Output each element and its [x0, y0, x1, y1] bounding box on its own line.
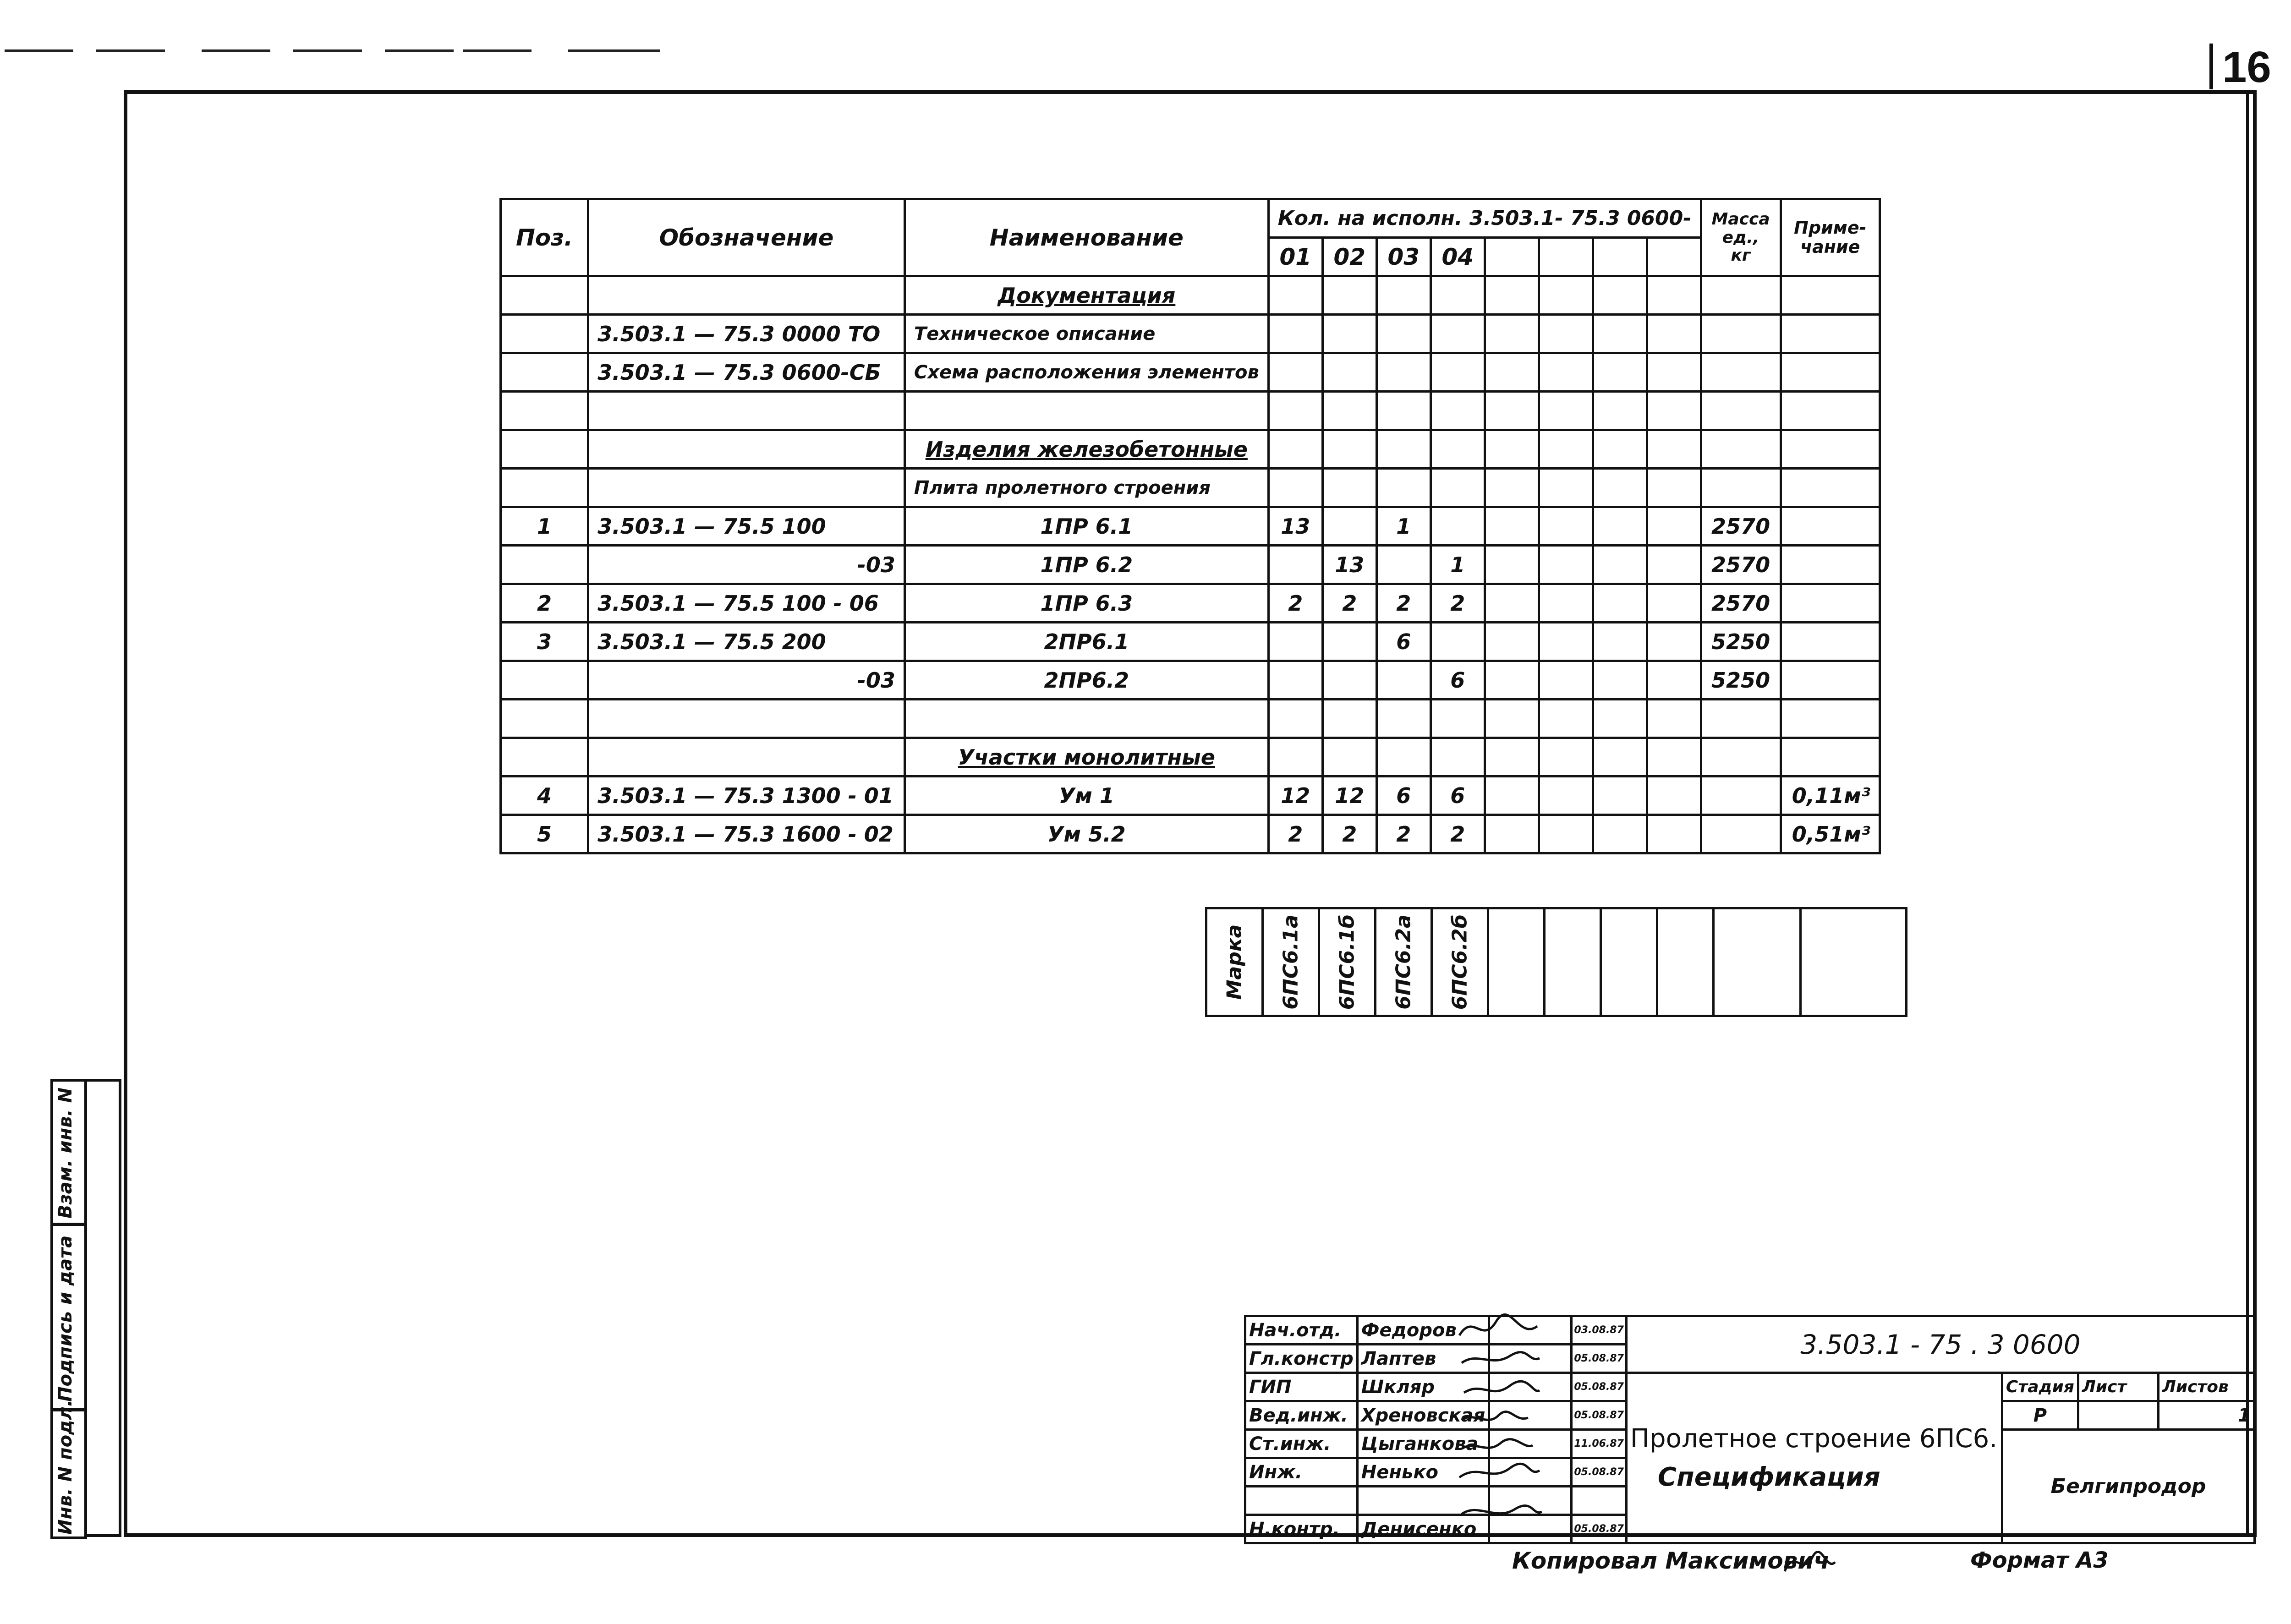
sig-name: Денисенко	[1357, 1515, 1489, 1543]
spec-qty	[1431, 353, 1485, 392]
doc-title-line1: Пролетное строение 6ПС6.	[1630, 1423, 1998, 1454]
spec-qty	[1268, 469, 1322, 507]
spec-qty-empty	[1539, 353, 1593, 392]
spec-name: 2ПР6.1	[904, 623, 1268, 661]
spec-note	[1781, 584, 1880, 623]
spec-qty-empty	[1485, 276, 1539, 315]
spec-qty-empty	[1647, 700, 1701, 738]
copier-signature	[1780, 1544, 1840, 1580]
sig-name: Лаптев	[1357, 1345, 1489, 1373]
spec-qty-empty	[1593, 584, 1647, 623]
header-name: Наименование	[904, 199, 1268, 276]
spec-row	[501, 661, 1880, 700]
marka-cell	[1488, 908, 1545, 1016]
spec-qty-empty	[1593, 776, 1647, 815]
spec-qty	[1268, 661, 1322, 700]
spec-qty: 6	[1376, 776, 1431, 815]
spec-qty-empty	[1485, 815, 1539, 853]
spec-name	[904, 700, 1268, 738]
spec-note: 0,51м³	[1781, 815, 1880, 853]
spec-qty-empty	[1485, 700, 1539, 738]
spec-row	[501, 776, 1880, 815]
spec-row	[501, 584, 1880, 623]
spec-pos	[501, 469, 588, 507]
spec-mass: 5250	[1701, 623, 1781, 661]
spec-qty	[1268, 700, 1322, 738]
spec-designation	[588, 315, 905, 353]
spec-mass	[1701, 700, 1781, 738]
spec-designation	[588, 815, 905, 853]
spec-designation	[588, 700, 905, 738]
marka-cell	[1545, 908, 1601, 1016]
spec-qty: 2	[1322, 584, 1376, 623]
sig-date: 03.08.87	[1572, 1316, 1627, 1345]
marka-cell	[1432, 908, 1488, 1016]
spec-qty-empty	[1647, 276, 1701, 315]
sig-date: 05.08.87	[1572, 1515, 1627, 1543]
spec-row	[501, 469, 1880, 507]
spec-note	[1781, 623, 1880, 661]
header-mass: Масса ед., кг	[1701, 199, 1781, 276]
spec-qty: 2	[1268, 584, 1322, 623]
spec-mass	[1701, 738, 1781, 776]
spec-qty-empty	[1485, 738, 1539, 776]
spec-qty-empty	[1485, 315, 1539, 353]
spec-pos: 3	[501, 623, 588, 661]
spec-qty	[1376, 738, 1431, 776]
spec-mass	[1701, 315, 1781, 353]
designation-suffix: -03	[857, 552, 895, 577]
spec-pos	[501, 315, 588, 353]
sig-date: 11.06.87	[1572, 1430, 1627, 1458]
spec-qty-empty	[1593, 546, 1647, 584]
spec-designation	[588, 392, 905, 430]
spec-qty-empty	[1647, 315, 1701, 353]
spec-qty-empty	[1647, 353, 1701, 392]
marka-cell	[1601, 908, 1657, 1016]
spec-qty	[1376, 661, 1431, 700]
sig-date: 05.08.87	[1572, 1345, 1627, 1373]
header-qty-03: 03	[1376, 238, 1431, 276]
spec-qty-empty	[1593, 469, 1647, 507]
spec-name: Изделия железобетонные	[904, 430, 1268, 469]
spec-qty-empty	[1647, 507, 1701, 546]
spec-note	[1781, 469, 1880, 507]
spec-name: 1ПР 6.3	[904, 584, 1268, 623]
spec-qty-empty	[1647, 776, 1701, 815]
spec-qty-empty	[1485, 584, 1539, 623]
spec-mass	[1701, 276, 1781, 315]
designation-text: 3.503.1 — 75.3 1300 - 01	[597, 783, 893, 808]
spec-pos: 1	[501, 507, 588, 546]
sig-role: Нач.отд.	[1245, 1316, 1358, 1345]
header-qty-group: Кол. на исполн. 3.503.1- 75.3 0600-	[1268, 199, 1701, 238]
format-label: Формат А3	[1970, 1547, 2109, 1573]
spec-qty-empty	[1539, 623, 1593, 661]
spec-qty-empty	[1539, 430, 1593, 469]
spec-pos	[501, 353, 588, 392]
side-stamp-strip	[85, 1079, 121, 1537]
spec-qty	[1268, 392, 1322, 430]
spec-note	[1781, 276, 1880, 315]
designation-text: 3.503.1 — 75.3 1600 - 02	[597, 821, 893, 847]
spec-row	[501, 353, 1880, 392]
spec-mass	[1701, 815, 1781, 853]
spec-qty-empty	[1539, 815, 1593, 853]
spec-qty-empty	[1647, 661, 1701, 700]
spec-qty: 12	[1322, 776, 1376, 815]
spec-qty	[1376, 276, 1431, 315]
designation-text: 3.503.1 — 75.3 0600-СБ	[597, 360, 881, 385]
spec-qty-empty	[1647, 469, 1701, 507]
spec-qty	[1431, 276, 1485, 315]
spec-note	[1781, 353, 1880, 392]
sig-role	[1245, 1487, 1358, 1515]
spec-name: Схема расположения элементов	[904, 353, 1268, 392]
spec-qty-empty	[1647, 392, 1701, 430]
doc-title-line2: Спецификация	[1657, 1462, 1880, 1492]
stage-label: Стадия	[2002, 1373, 2078, 1401]
spec-note	[1781, 661, 1880, 700]
spec-qty	[1322, 430, 1376, 469]
spec-row	[501, 700, 1880, 738]
copied-by: Копировал Максимович	[1512, 1547, 1830, 1574]
spec-qty	[1431, 738, 1485, 776]
spec-qty	[1376, 700, 1431, 738]
header-qty-empty	[1485, 238, 1539, 276]
sig-date: 05.08.87	[1572, 1373, 1627, 1401]
spec-qty: 6	[1431, 776, 1485, 815]
spec-note: 0,11м³	[1781, 776, 1880, 815]
spec-mass	[1701, 469, 1781, 507]
spec-pos	[501, 661, 588, 700]
spec-row	[501, 623, 1880, 661]
spec-qty-empty	[1593, 392, 1647, 430]
spec-qty-empty	[1593, 738, 1647, 776]
sig-role: Инж.	[1245, 1458, 1358, 1487]
spec-qty: 2	[1431, 815, 1485, 853]
spec-qty-empty	[1539, 584, 1593, 623]
sig-name: Ненько	[1357, 1458, 1489, 1487]
spec-qty	[1376, 430, 1431, 469]
spec-qty-empty	[1593, 315, 1647, 353]
specification-table	[499, 198, 1881, 854]
spec-qty	[1322, 276, 1376, 315]
marka-cell	[1263, 908, 1319, 1016]
side-label-inv: Инв. N подл.	[55, 1400, 76, 1535]
spec-qty-empty	[1539, 661, 1593, 700]
marka-value: 6ПС6.1б	[1335, 914, 1359, 1010]
sig-date: 05.08.87	[1572, 1458, 1627, 1487]
spec-qty-empty	[1593, 430, 1647, 469]
spec-qty-empty	[1647, 584, 1701, 623]
sig-role: Ст.инж.	[1245, 1430, 1358, 1458]
spec-qty-empty	[1539, 392, 1593, 430]
spec-qty	[1268, 430, 1322, 469]
spec-mass	[1701, 392, 1781, 430]
spec-qty-empty	[1539, 469, 1593, 507]
spec-qty-empty	[1593, 700, 1647, 738]
designation-text: 3.503.1 — 75.5 100 - 06	[597, 591, 879, 616]
sheets-value: 1	[2158, 1401, 2254, 1430]
spec-name: 2ПР6.2	[904, 661, 1268, 700]
spec-qty-empty	[1485, 546, 1539, 584]
spec-name: Документация	[904, 276, 1268, 315]
header-designation: Обозначение	[588, 199, 905, 276]
spec-name: Участки монолитные	[904, 738, 1268, 776]
marka-cell	[1801, 908, 1907, 1016]
spec-note	[1781, 315, 1880, 353]
spec-pos	[501, 546, 588, 584]
spec-qty	[1322, 661, 1376, 700]
spec-mass	[1701, 776, 1781, 815]
spec-qty	[1322, 738, 1376, 776]
spec-qty-empty	[1647, 430, 1701, 469]
spec-mass: 2570	[1701, 507, 1781, 546]
spec-designation	[588, 623, 905, 661]
marka-cell	[1657, 908, 1714, 1016]
spec-qty-empty	[1485, 469, 1539, 507]
spec-qty: 6	[1376, 623, 1431, 661]
spec-qty-empty	[1539, 276, 1593, 315]
spec-qty-empty	[1593, 815, 1647, 853]
spec-qty	[1322, 392, 1376, 430]
spec-pos	[501, 392, 588, 430]
spec-name: Техническое описание	[904, 315, 1268, 353]
spec-qty: 2	[1431, 584, 1485, 623]
spec-row	[501, 738, 1880, 776]
spec-qty	[1322, 469, 1376, 507]
spec-qty-empty	[1485, 661, 1539, 700]
marka-label: Марка	[1222, 924, 1246, 1000]
spec-qty-empty	[1485, 353, 1539, 392]
spec-qty-empty	[1485, 430, 1539, 469]
spec-qty: 2	[1268, 815, 1322, 853]
doc-title-cell	[1626, 1373, 2002, 1543]
spec-qty-empty	[1647, 623, 1701, 661]
spec-qty	[1268, 315, 1322, 353]
spec-qty-empty	[1485, 623, 1539, 661]
spec-qty: 2	[1322, 815, 1376, 853]
spec-qty-empty	[1647, 815, 1701, 853]
spec-mass: 2570	[1701, 546, 1781, 584]
marka-cell	[1376, 908, 1432, 1016]
sheet-value	[2078, 1401, 2158, 1430]
spec-qty	[1268, 738, 1322, 776]
spec-qty	[1322, 315, 1376, 353]
spec-qty	[1376, 353, 1431, 392]
designation-text: 3.503.1 — 75.3 0000 ТО	[597, 321, 881, 346]
designation-text: 3.503.1 — 75.5 200	[597, 629, 826, 654]
marka-value: 6ПС6.2б	[1448, 914, 1472, 1010]
spec-name: 1ПР 6.2	[904, 546, 1268, 584]
spec-pos	[501, 738, 588, 776]
spec-row	[501, 546, 1880, 584]
spec-designation	[588, 776, 905, 815]
spec-row	[501, 507, 1880, 546]
sig-name: Федоров	[1357, 1316, 1489, 1345]
spec-qty-empty	[1485, 776, 1539, 815]
spec-mass: 5250	[1701, 661, 1781, 700]
spec-designation	[588, 276, 905, 315]
spec-qty-empty	[1593, 276, 1647, 315]
designation-suffix: -03	[857, 667, 895, 693]
side-label-sign: Подпись и дата	[55, 1235, 76, 1402]
sig-role: ГИП	[1245, 1373, 1358, 1401]
spec-qty: 2	[1376, 815, 1431, 853]
marka-cell	[1319, 908, 1376, 1016]
spec-qty	[1431, 469, 1485, 507]
spec-qty-empty	[1539, 738, 1593, 776]
spec-qty: 1	[1431, 546, 1485, 584]
spec-qty	[1431, 315, 1485, 353]
spec-qty	[1322, 700, 1376, 738]
marka-value: 6ПС6.2а	[1392, 914, 1415, 1010]
spec-row	[501, 430, 1880, 469]
sig-role: Гл.констр	[1245, 1345, 1358, 1373]
spec-designation	[588, 546, 905, 584]
spec-qty-empty	[1647, 546, 1701, 584]
spec-qty: 13	[1268, 507, 1322, 546]
spec-name: 1ПР 6.1	[904, 507, 1268, 546]
header-qty-01: 01	[1268, 238, 1322, 276]
spec-name: Ум 1	[904, 776, 1268, 815]
spec-note	[1781, 507, 1880, 546]
spec-pos	[501, 700, 588, 738]
spec-qty: 12	[1268, 776, 1322, 815]
spec-qty	[1268, 623, 1322, 661]
organization: Белгипродор	[2002, 1430, 2254, 1543]
spec-qty-empty	[1539, 700, 1593, 738]
spec-row	[501, 276, 1880, 315]
spec-designation	[588, 661, 905, 700]
spec-name: Плита пролетного строения	[904, 469, 1268, 507]
spec-qty	[1268, 276, 1322, 315]
sig-name: Шкляр	[1357, 1373, 1489, 1401]
spec-qty	[1431, 507, 1485, 546]
spec-qty	[1376, 392, 1431, 430]
spec-qty	[1431, 392, 1485, 430]
spec-qty-empty	[1593, 507, 1647, 546]
spec-qty	[1376, 469, 1431, 507]
spec-pos: 4	[501, 776, 588, 815]
doc-code: 3.503.1 - 75 . 3 0600	[1626, 1316, 2254, 1373]
title-block	[1244, 1315, 2256, 1544]
stage-value: Р	[2002, 1401, 2078, 1430]
sig-date: 05.08.87	[1572, 1401, 1627, 1430]
spec-qty: 1	[1376, 507, 1431, 546]
spec-mass: 2570	[1701, 584, 1781, 623]
spec-name: Ум 5.2	[904, 815, 1268, 853]
sheets-label: Листов	[2158, 1373, 2254, 1401]
spec-pos	[501, 430, 588, 469]
side-label-replaced: Взам. инв. N	[55, 1087, 76, 1219]
spec-qty-empty	[1539, 507, 1593, 546]
spec-designation	[588, 584, 905, 623]
sig-name: Хреновская	[1357, 1401, 1489, 1430]
spec-pos: 5	[501, 815, 588, 853]
spec-note	[1781, 700, 1880, 738]
spec-note	[1781, 546, 1880, 584]
marka-value: 6ПС6.1а	[1279, 914, 1303, 1010]
spec-qty: 13	[1322, 546, 1376, 584]
marka-label-cell	[1206, 908, 1263, 1016]
spec-pos: 2	[501, 584, 588, 623]
spec-designation	[588, 507, 905, 546]
header-qty-empty	[1647, 238, 1701, 276]
header-qty-04: 04	[1431, 238, 1485, 276]
spec-note	[1781, 430, 1880, 469]
sig-date	[1572, 1487, 1627, 1515]
sig-role: Н.контр.	[1245, 1515, 1358, 1543]
spec-note	[1781, 738, 1880, 776]
designation-text: 3.503.1 — 75.5 100	[597, 514, 826, 539]
spec-qty	[1376, 546, 1431, 584]
spec-qty	[1322, 507, 1376, 546]
header-qty-empty	[1539, 238, 1593, 276]
spec-qty-empty	[1539, 546, 1593, 584]
spec-qty	[1268, 353, 1322, 392]
header-qty-02: 02	[1322, 238, 1376, 276]
header-qty-empty	[1593, 238, 1647, 276]
spec-qty	[1322, 353, 1376, 392]
header-note: Приме- чание	[1781, 199, 1880, 276]
spec-qty-empty	[1593, 623, 1647, 661]
sig-name: Цыганкова	[1357, 1430, 1489, 1458]
spec-qty: 6	[1431, 661, 1485, 700]
spec-qty-empty	[1593, 661, 1647, 700]
spec-designation	[588, 738, 905, 776]
spec-qty: 2	[1376, 584, 1431, 623]
spec-name	[904, 392, 1268, 430]
spec-designation	[588, 353, 905, 392]
spec-qty	[1322, 623, 1376, 661]
spec-qty	[1268, 546, 1322, 584]
header-pos: Поз.	[501, 199, 588, 276]
sig-role: Вед.инж.	[1245, 1401, 1358, 1430]
spec-row	[501, 315, 1880, 353]
spec-qty-empty	[1485, 507, 1539, 546]
spec-qty-empty	[1647, 738, 1701, 776]
spec-qty	[1431, 430, 1485, 469]
spec-qty-empty	[1485, 392, 1539, 430]
spec-pos	[501, 276, 588, 315]
spec-row	[501, 815, 1880, 853]
signature-scribbles	[1455, 1308, 1546, 1528]
spec-note	[1781, 392, 1880, 430]
spec-qty	[1431, 700, 1485, 738]
spec-qty	[1376, 315, 1431, 353]
marka-cell	[1714, 908, 1801, 1016]
spec-qty	[1431, 623, 1485, 661]
spec-qty-empty	[1539, 315, 1593, 353]
spec-mass	[1701, 430, 1781, 469]
marka-row	[1205, 907, 1907, 1017]
spec-designation	[588, 469, 905, 507]
sheet-label: Лист	[2078, 1373, 2158, 1401]
spec-qty-empty	[1593, 353, 1647, 392]
spec-designation	[588, 430, 905, 469]
spec-qty-empty	[1539, 776, 1593, 815]
spec-row	[501, 392, 1880, 430]
page-number: 16	[2222, 43, 2271, 92]
spec-mass	[1701, 353, 1781, 392]
